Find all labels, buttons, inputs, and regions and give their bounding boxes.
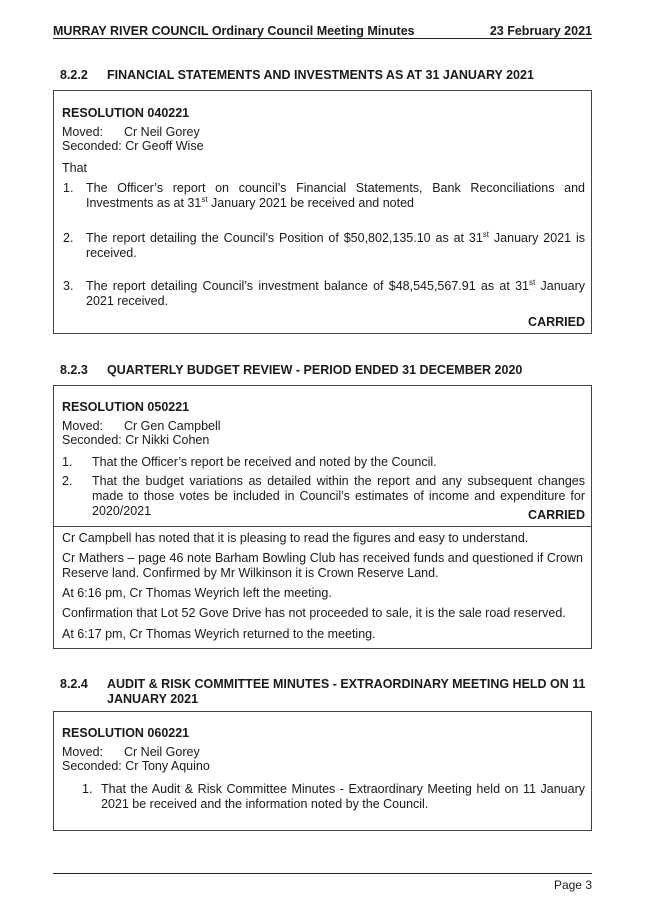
- discussion-note: Cr Campbell has noted that it is pleasing to read the figures and easy to understand.: [62, 531, 529, 545]
- section-title: AUDIT & RISK COMMITTEE MINUTES - EXTRAORDINARY MEETING HELD ON 11 JANUARY 2021: [107, 677, 586, 706]
- carried-label: CARRIED: [528, 315, 585, 329]
- resolution-item: [63, 181, 585, 213]
- seconded-by: Cr Nikki Cohen: [125, 433, 210, 447]
- moved-by: Cr Neil Gorey: [124, 745, 200, 759]
- moved-by: Cr Neil Gorey: [124, 125, 200, 139]
- resolution-number: RESOLUTION 060221: [62, 726, 190, 740]
- moved-line: [62, 745, 200, 759]
- item-number: 3.: [63, 279, 74, 293]
- section-number: 8.2.4: [60, 677, 88, 691]
- resolution-box-050221: [53, 385, 592, 649]
- item-text: The Officer’s report on council’s Financial Statements, Bank Reconciliations and Investments as at 31st January 2021 be received and noted: [86, 181, 585, 210]
- discussion-note: At 6:16 pm, Cr Thomas Weyrich left the meeting.: [62, 586, 332, 600]
- meeting-date: 23 February 2021: [489, 24, 592, 38]
- resolution-item: [62, 455, 585, 471]
- item-text: That the budget variations as detailed within the report and any subsequent changes made to those votes be included in Council’s estimates of income and expenditure for 2020/2021: [92, 474, 585, 518]
- moved-line: [62, 419, 221, 433]
- item-number: 1.: [63, 181, 74, 195]
- resolution-item: [63, 231, 585, 263]
- item-text: The report detailing the Council’s Position of $50,802,135.10 as at 31st January 2021 is received.: [86, 229, 585, 260]
- moved-label: Moved:: [62, 419, 103, 433]
- section-title: QUARTERLY BUDGET REVIEW - PERIOD ENDED 31 DECEMBER 2020: [107, 363, 523, 377]
- moved-label: Moved:: [62, 125, 103, 139]
- item-number: 2.: [63, 231, 74, 245]
- resolution-box-060221: [53, 711, 592, 831]
- resolution-item: [63, 279, 585, 311]
- seconded-by: Cr Geoff Wise: [125, 139, 204, 153]
- moved-line: [62, 125, 200, 139]
- page-number: Page 3: [553, 878, 592, 892]
- section-number: 8.2.3: [60, 363, 88, 377]
- seconded-by: Cr Tony Aquino: [125, 759, 210, 773]
- discussion-note: Confirmation that Lot 52 Gove Drive has not proceeded to sale, it is the sale road reserved.: [62, 606, 566, 620]
- seconded-label: Seconded:: [62, 759, 122, 773]
- divider: [54, 526, 591, 527]
- carried-label: CARRIED: [528, 508, 585, 522]
- item-text: That the Audit & Risk Committee Minutes - Extraordinary Meeting held on 11 January 2021 be received and the information noted by the Council.: [101, 782, 585, 811]
- page-header: [53, 22, 592, 39]
- footer-divider: [53, 873, 592, 874]
- discussion-note: Cr Mathers – page 46 note Barham Bowling Club has received funds and questioned if Crown Reserve land. Confirmed by Mr Wilkinson it is Crown Reserve Land.: [62, 551, 583, 580]
- item-text: The report detailing Council’s investment balance of $48,545,567.91 as at 31st January 2021 received.: [86, 277, 585, 308]
- resolution-number: RESOLUTION 050221: [62, 400, 190, 414]
- item-text: That the Officer’s report be received and noted by the Council.: [92, 455, 437, 469]
- resolution-number: RESOLUTION 040221: [62, 106, 190, 120]
- that-text: That: [62, 161, 88, 175]
- document-title: MURRAY RIVER COUNCIL Ordinary Council Meeting Minutes: [53, 24, 415, 38]
- item-number: 1.: [82, 782, 93, 796]
- moved-label: Moved:: [62, 745, 103, 759]
- seconded-line: [62, 139, 204, 153]
- section-title: FINANCIAL STATEMENTS AND INVESTMENTS AS AT 31 JANUARY 2021: [107, 68, 534, 82]
- resolution-item: [82, 782, 585, 814]
- section-heading-8-2-4: [60, 677, 590, 709]
- moved-by: Cr Gen Campbell: [124, 419, 221, 433]
- section-number: 8.2.2: [60, 68, 88, 82]
- seconded-line: [62, 759, 210, 773]
- item-number: 2.: [62, 474, 73, 488]
- seconded-label: Seconded:: [62, 139, 122, 153]
- resolution-box-040221: [53, 90, 592, 334]
- discussion-note: At 6:17 pm, Cr Thomas Weyrich returned to the meeting.: [62, 627, 376, 641]
- item-number: 1.: [62, 455, 73, 469]
- seconded-label: Seconded:: [62, 433, 122, 447]
- seconded-line: [62, 433, 209, 447]
